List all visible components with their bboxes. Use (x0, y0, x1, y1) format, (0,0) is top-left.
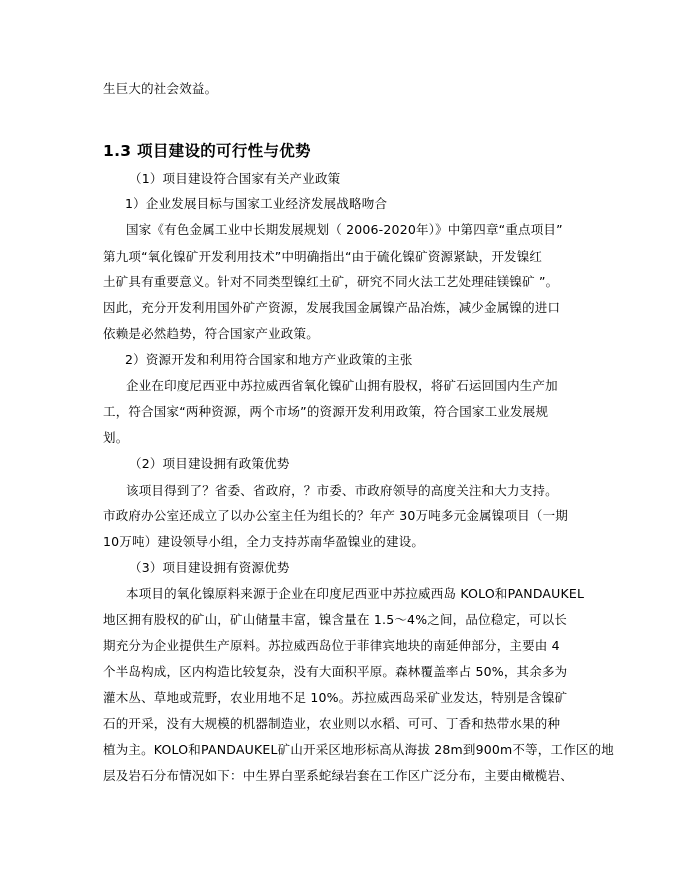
paragraph-line: 期充分为企业提供生产原料。苏拉威西岛位于菲律宾地块的南延伸部分，主要由 4 (103, 638, 560, 653)
paragraph-line: 因此，充分开发利用国外矿产资源，发展我国金属镍产品冶炼，减少金属镍的进口 (103, 300, 561, 315)
paragraph-line: 工，符合国家“两种资源，两个市场”的资源开发利用政策，符合国家工业发展规 (103, 404, 549, 419)
subheading-line: （1）项目建设符合国家有关产业政策 (129, 171, 341, 186)
paragraph-line: 生巨大的社会效益。 (103, 81, 218, 96)
paragraph-line: 第九项“氧化镍矿开发利用技术”中明确指出“由于硫化镍矿资源紧缺，开发镍红 (103, 249, 543, 264)
paragraph-line: 植为主。KOLO和PANDAUKEL矿山开采区地形标高从海拔 28m到900m不等，工作区的地 (103, 742, 615, 757)
paragraph-line: 个半岛构成，区内构造比较复杂，没有大面积平原。森林覆盖率占 50%，其余多为 (103, 664, 568, 679)
paragraph-line: 划。 (103, 430, 129, 445)
paragraph-line: 该项目得到了？省委、省政府，？市委、市政府领导的高度关注和大力支持。 (126, 483, 558, 498)
paragraph-line: 地区拥有股权的矿山，矿山储量丰富，镍含量在 1.5～4%之间，品位稳定，可以长 (103, 612, 567, 627)
paragraph-line: 本项目的氧化镍原料来源于企业在印度尼西亚中苏拉威西岛 KOLO和PANDAUKEL (126, 586, 585, 601)
subheading-line: 2）资源开发和利用符合国家和地方产业政策的主张 (125, 352, 413, 367)
paragraph-line: 依赖是必然趋势，符合国家产业政策。 (103, 326, 319, 341)
paragraph-line: 市政府办公室还成立了以办公室主任为组长的？年产 30万吨多元金属镍项目（一期 (103, 508, 568, 523)
paragraph-line: 层及岩石分布情况如下：中生界白垩系蛇绿岩套在工作区广泛分布，主要由橄榄岩、 (103, 768, 573, 783)
section-heading: 1.3 项目建设的可行性与优势 (103, 142, 311, 160)
subheading-line: （3）项目建设拥有资源优势 (129, 560, 290, 575)
subheading-line: （2）项目建设拥有政策优势 (129, 456, 290, 471)
paragraph-line: 灌木丛、草地或荒野，农业用地不足 10%。苏拉威西岛采矿业发达，特别是含镍矿 (103, 690, 568, 705)
paragraph-line: 10万吨）建设领导小组，全力支持苏南华盈镍业的建设。 (103, 534, 425, 549)
paragraph-line: 企业在印度尼西亚中苏拉威西省氧化镍矿山拥有股权，将矿石运回国内生产加 (126, 378, 558, 393)
subheading-line: 1）企业发展目标与国家工业经济发展战略吻合 (125, 196, 388, 211)
paragraph-line: 国家《有色金属工业中长期发展规划（ 2006-2020年）》中第四章“重点项目” (126, 222, 563, 237)
paragraph-line: 土矿具有重要意义。针对不同类型镍红土矿，研究不同火法工艺处理硅镁镍矿 ”。 (103, 274, 559, 289)
paragraph-line: 石的开采，没有大规模的机器制造业，农业则以水稻、可可、丁香和热带水果的种 (103, 716, 561, 731)
